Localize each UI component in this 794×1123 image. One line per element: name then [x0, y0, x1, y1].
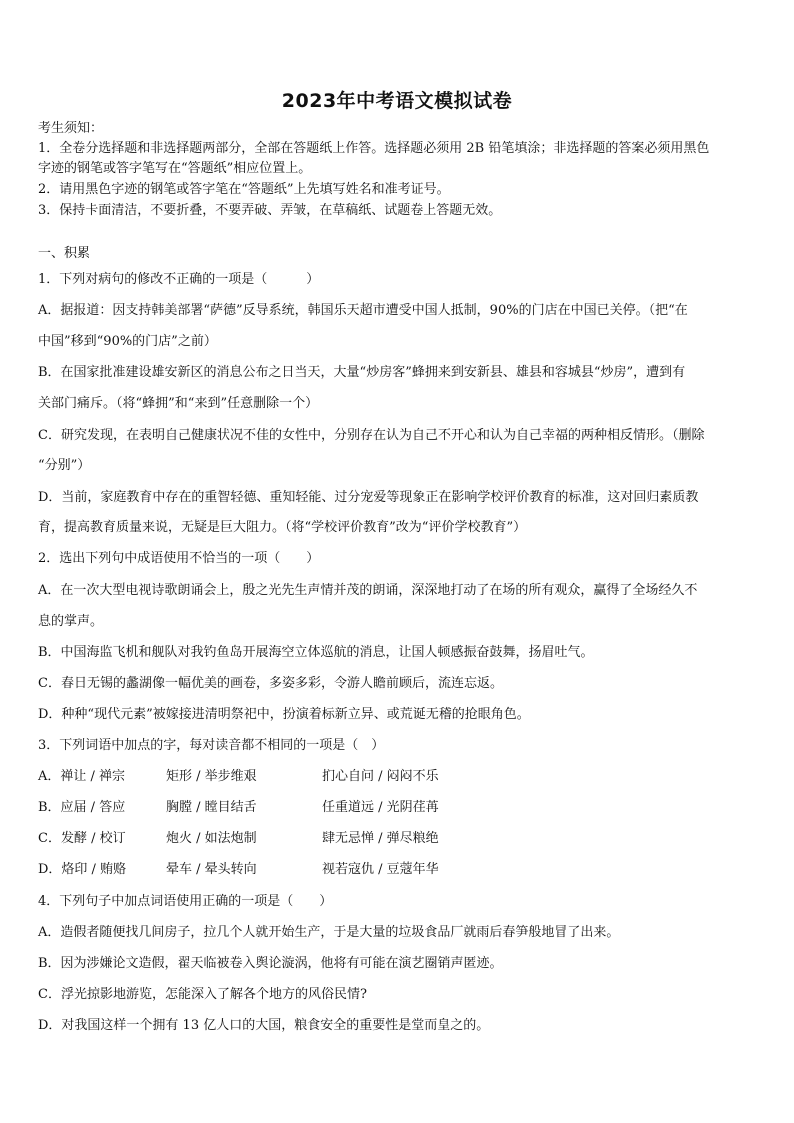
option-col-2: 胸膛 / 瞠目结舌	[166, 800, 257, 815]
question-1-option-c-cont: “分别”）	[38, 458, 91, 473]
question-1-option-a: A．据报道：因支持韩美部署“萨德”反导系统，韩国乐天超市遭受中国人抵制，90%的门店在中国已关停。（把“在	[38, 303, 688, 318]
option-col-3: 扪心自问 / 闷闷不乐	[322, 769, 439, 784]
notice-item-1: 1．全卷分选择题和非选择题两部分，全部在答题纸上作答。选择题必须用 2B 铅笔填涂；非选择题的答案必须用黑色	[38, 141, 710, 156]
notice-item-2: 2．请用黑色字迹的钢笔或答字笔在“答题纸”上先填写姓名和准考证号。	[38, 182, 450, 197]
question-1-stem: 1．下列对病句的修改不正确的一项是（ ）	[38, 272, 320, 287]
option-col-1: B．应届 / 答应	[38, 800, 126, 815]
question-1-option-b: B．在国家批准建设雄安新区的消息公布之日当天，大量“炒房客”蜂拥来到安新县、雄县和容城县“炒房”，遭到有	[38, 365, 686, 380]
option-col-1: C．发酵 / 校订	[38, 831, 126, 846]
option-col-1: D．烙印 / 贿赂	[38, 862, 127, 877]
option-col-3: 任重道远 / 光阴荏苒	[322, 800, 439, 815]
question-1-option-b-cont: 关部门痛斥。（将“蜂拥”和“来到”任意删除一个）	[38, 396, 319, 411]
option-col-3: 视若寇仇 / 豆蔻年华	[322, 862, 439, 877]
question-1-option-a-cont: 中国”移到“90%的门店”之前）	[38, 334, 217, 349]
question-3-stem: 3．下列词语中加点的字，每对读音都不相同的一项是（ ）	[38, 738, 385, 753]
question-2-option-a: A．在一次大型电视诗歌朗诵会上，殷之光先生声情并茂的朗诵，深深地打动了在场的所有观众，赢得了全场经久不	[38, 583, 698, 598]
option-col-2: 矩形 / 举步维艰	[166, 769, 257, 784]
question-4-stem: 4．下列句子中加点词语使用正确的一项是（ ）	[38, 894, 333, 909]
question-2-stem: 2．选出下列句中成语使用不恰当的一项（ ）	[38, 551, 320, 566]
question-2-option-b: B．中国海监飞机和舰队对我钓鱼岛开展海空立体巡航的消息，让国人顿感振奋鼓舞，扬眉吐气。	[38, 645, 594, 660]
question-4-option-b: B．因为涉嫌论文造假，翟天临被卷入舆论漩涡，他将有可能在演艺圈销声匿迹。	[38, 956, 503, 971]
notice-item-3: 3．保持卡面清洁，不要折叠，不要弄破、弄皱，在草稿纸、试题卷上答题无效。	[38, 203, 502, 218]
question-4-option-a: A．造假者随便找几间房子，拉几个人就开始生产，于是大量的垃圾食品厂就雨后春笋般地冒了出来。	[38, 925, 620, 940]
option-col-2: 晕车 / 晕头转向	[166, 862, 257, 877]
option-col-3: 肆无忌惮 / 弹尽粮绝	[322, 831, 439, 846]
notice-item-1-cont: 字迹的钢笔或答字笔写在“答题纸”相应位置上。	[38, 161, 312, 176]
question-2-option-a-cont: 息的掌声。	[38, 614, 104, 629]
option-col-1: A．禅让 / 禅宗	[38, 769, 126, 784]
question-2-option-d: D．种种“现代元素”被嫁接进清明祭祀中，扮演着标新立异、或荒诞无稽的抢眼角色。	[38, 707, 530, 722]
section-heading: 一、积累	[38, 246, 91, 261]
option-col-2: 炮火 / 如法炮制	[166, 831, 257, 846]
exam-title: 2023年中考语文模拟试卷	[281, 90, 513, 112]
question-1-option-d-cont: 育，提高教育质量来说，无疑是巨大阻力。（将“学校评价教育”改为“评价学校教育”）	[38, 520, 527, 535]
question-4-option-c: C．浮光掠影地游览，怎能深入了解各个地方的风俗民情?	[38, 987, 367, 1002]
question-4-option-d: D．对我国这样一个拥有 13 亿人口的大国，粮食安全的重要性是堂而皇之的。	[38, 1018, 490, 1033]
question-2-option-c: C．春日无锡的蠡湖像一幅优美的画卷，多姿多彩，令游人瞻前顾后，流连忘返。	[38, 676, 503, 691]
question-1-option-d: D．当前，家庭教育中存在的重智轻德、重知轻能、过分宠爱等现象正在影响学校评价教育的标准，这对回归素质教	[38, 490, 699, 505]
question-1-option-c: C．研究发现，在表明自己健康状况不佳的女性中，分别存在认为自己不开心和认为自己幸福的两种相反情形。（删除	[38, 428, 705, 443]
notice-heading: 考生须知：	[38, 121, 104, 136]
